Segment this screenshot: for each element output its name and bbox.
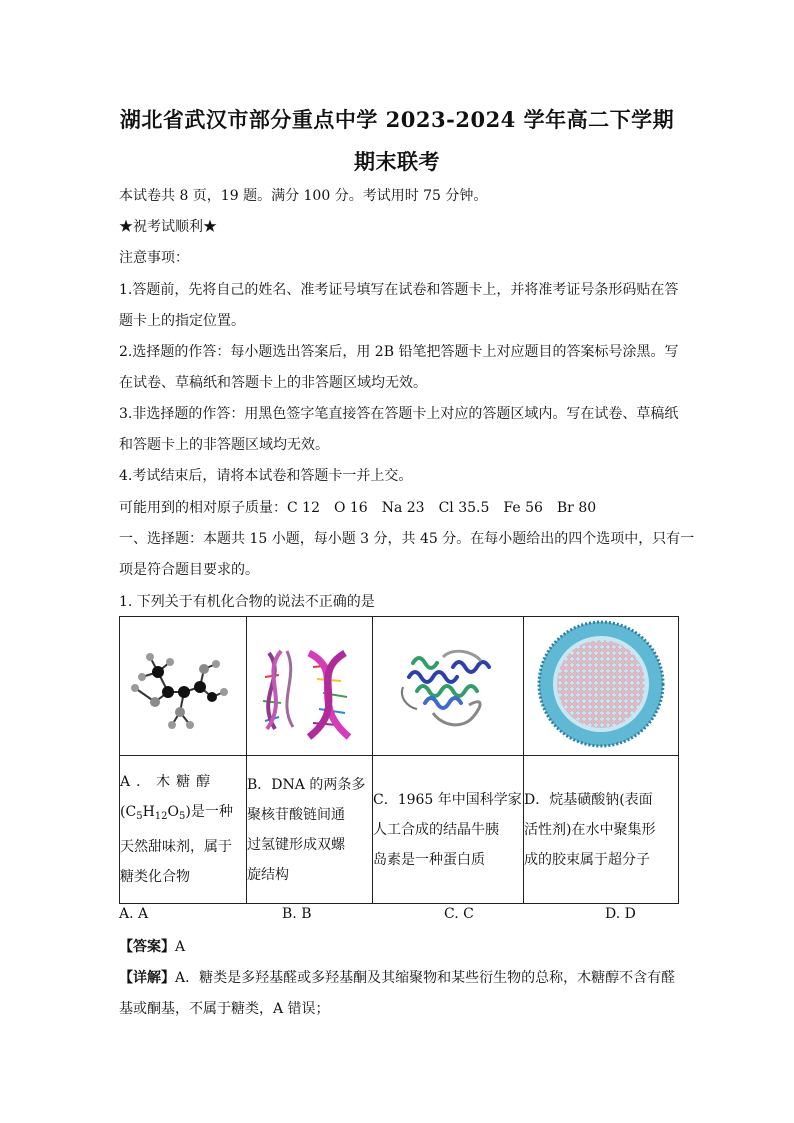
option-c-line: 人工合成的结晶牛胰: [373, 821, 499, 838]
explanation-text: A．糖类是多羟基醛或多羟基酮及其缩聚物和某些衍生物的总称，木糖醇不含有醛: [175, 970, 676, 986]
explanation-line-2: 基或酮基，不属于糖类，A 错误；: [119, 1001, 330, 1017]
formula-c: C: [125, 804, 137, 820]
option-c-line: 岛素是一种蛋白质: [373, 851, 485, 868]
note-line: 和答题卡上的非答题区域均无效。: [119, 437, 329, 453]
option-b-line: 聚核苷酸链间通: [247, 806, 345, 823]
formula-h: H: [142, 804, 155, 820]
micelle-image: [524, 617, 679, 756]
option-a-formula-line: [120, 797, 246, 832]
dna-image: [247, 617, 373, 756]
notes-heading: 注意事项：: [119, 250, 189, 266]
option-b-line: 过氢键形成双螺: [247, 836, 345, 853]
option-a-line: A．木糖醇: [120, 774, 217, 790]
ball-stick-molecule-icon: [120, 617, 246, 751]
micelle-icon: [524, 617, 678, 751]
option-b-line: 旋结构: [247, 866, 289, 883]
choice-b: B. B: [282, 906, 312, 922]
note-line: 1.答题前，先将自己的姓名、准考证号填写在试卷和答题卡上，并将准考证号条形码贴在答: [119, 282, 679, 298]
question-options-table: [119, 616, 679, 904]
answer-value: A: [175, 939, 186, 955]
option-a-text: )是一种: [185, 804, 233, 820]
option-a-line: 糖类化合物: [120, 869, 190, 885]
option-d-line: 成的胶束属于超分子: [524, 851, 650, 868]
note-line: 4.考试结束后，请将本试卷和答题卡一并上交。: [119, 468, 413, 484]
formula-paren: (: [120, 804, 126, 820]
option-b-line: B．DNA 的两条多: [247, 776, 366, 793]
answer-line: [119, 937, 679, 957]
option-c-line: C．1965 年中国科学家: [373, 791, 522, 808]
formula-o-sub: 5: [179, 811, 186, 822]
note-line: 在试卷、草稿纸和答题卡上的非答题区域均无效。: [119, 375, 427, 391]
option-d-line: 活性剂)在水中聚集形: [524, 821, 656, 838]
section-heading-line1: 一、选择题：本题共 15 小题，每小题 3 分，共 45 分。在每小题给出的四个选项中，只有一: [119, 531, 695, 547]
xylitol-image: [120, 617, 247, 756]
option-a-line: 天然甜味剂，属于: [120, 839, 232, 855]
formula-o: O: [167, 804, 179, 820]
atomic-masses: 可能用到的相对原子质量：C 12 O 16 Na 23 Cl 35.5 Fe 56 Br 80: [119, 500, 597, 516]
choice-a: A. A: [119, 906, 149, 922]
question-stem: 1. 下列关于有机化合物的说法不正确的是: [119, 594, 375, 610]
exam-title-line2: 期末联考: [354, 149, 440, 174]
dna-double-helix-icon: [247, 617, 372, 751]
answer-label: 【答案】: [119, 939, 175, 955]
intro-text: 本试卷共 8 页，19 题。满分 100 分。考试用时 75 分钟。: [119, 188, 488, 204]
option-d-line: D．烷基磺酸钠(表面: [524, 791, 653, 808]
option-d-cell: [524, 756, 679, 904]
insulin-image: [373, 617, 524, 756]
blessing-text: ★祝考试顺利★: [119, 219, 217, 235]
option-a-cell: [120, 756, 247, 904]
explanation-label: 【详解】: [119, 970, 175, 986]
option-c-cell: [373, 756, 524, 904]
section-heading-line2: 项是符合题目要求的。: [119, 562, 259, 578]
option-b-cell: [247, 756, 373, 904]
choice-c: C. C: [444, 906, 474, 922]
exam-title-line1: 湖北省武汉市部分重点中学 2023-2024 学年高二下学期: [119, 107, 675, 132]
choice-d: D. D: [605, 906, 636, 922]
protein-structure-icon: [373, 617, 523, 751]
formula-h-sub: 12: [154, 811, 168, 822]
note-line: 2.选择题的作答：每小题选出答案后，用 2B 铅笔把答题卡上对应题目的答案标号涂黑。写: [119, 344, 679, 360]
note-line: 题卡上的指定位置。: [119, 313, 245, 329]
formula-c-sub: 5: [136, 811, 143, 822]
note-line: 3.非选择题的作答：用黑色签字笔直接答在答题卡上对应的答题区域内。写在试卷、草稿纸: [119, 406, 679, 422]
explanation-line: [119, 968, 679, 988]
